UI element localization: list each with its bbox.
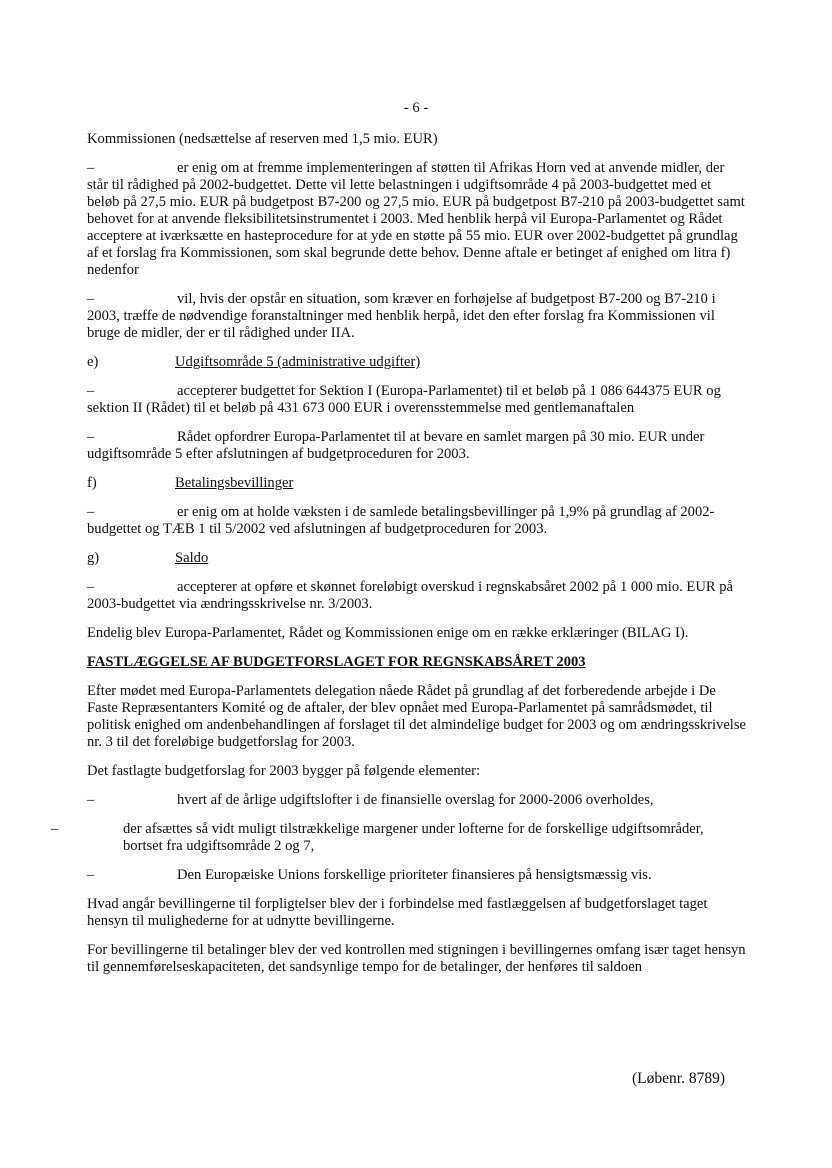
document-reference-number: (Løbenr. 8789) — [632, 1070, 725, 1087]
section-letter: e) — [87, 354, 99, 370]
section-heading: FASTLÆGGELSE AF BUDGETFORSLAGET FOR REGNSKABSÅRET 2003 — [87, 654, 586, 670]
paragraph-text: udgiftsområde 5 efter afslutningen af budgetproceduren for 2003. — [87, 446, 470, 462]
section-title: Saldo — [175, 550, 209, 566]
paragraph-text: 1 000 mio. EUR på 2003-budgettet via ændringsskrivelse nr. 3/2003. — [87, 579, 734, 612]
paragraph-text: i 2003, træffe de nødvendige foranstaltninger med henblik herpå, idet den efter forslag fra Kommissionen vil bruge de midler, der er til rådighed under IIA. — [87, 291, 716, 341]
dash-marker: – — [87, 291, 95, 307]
paragraph-africa-horn — [87, 160, 747, 279]
paragraph-f — [87, 504, 747, 538]
paragraph-text: der står til rådighed på 2002-budgettet. Dette vil lette belastningen i udgiftsområde 4 på 2003-budgettet med et beløb på 27,5 mio. EUR på budgetpost B7-200 og 27,5 mio. EUR på budgetpost B7-210 på 2003-budgettet samt behovet for at anvende fleksibilitetsinstrumentet i 2003. Med henblik herpå vil Europa-Parlamentet og Rådet acceptere at iværksætte en hasteprocedure for at yde en støtte på 55 mio. EUR over 2002-budgettet på grundlag af et forslag fra Kommissionen, som skal begrunde dette behov. Denne aftale er betinget af enighed om litra f) nedenfor — [87, 160, 745, 278]
dash-marker: – — [87, 867, 95, 883]
paragraph-situation — [87, 291, 747, 342]
paragraph-e2 — [87, 429, 747, 463]
dash-marker: – — [87, 504, 95, 520]
page-number: - 6 - — [403, 100, 429, 116]
list-item-text: der afsættes så vidt muligt tilstrækkelige margener under lofterne for de forskellige udgiftsområder, bortset fra udgiftsområde 2 og 7, — [123, 821, 704, 854]
paragraph-payments: For bevillingerne til betalinger blev der ved kontrollen med stigningen i bevillingernes omfang især taget hensyn til gennemførelseskapaciteten, det sandsynlige tempo for de betalinger, der henføres til saldoen — [87, 942, 746, 975]
document-body — [51, 131, 747, 988]
list-item — [51, 821, 747, 855]
paragraph-text: og sektion II (Rådet) til et beløb på 431 673 000 EUR i overensstemmelse med gentlemanaftalen — [87, 383, 721, 416]
paragraph-text: accepterer budgettet for Sektion I (Europa-Parlamentet) til et beløb på 1 086 644375 EUR — [177, 383, 703, 399]
dash-marker: – — [87, 579, 95, 595]
section-f-heading — [87, 475, 747, 492]
paragraph-text: er enig om at holde væksten i de samlede betalingsbevillinger på 1,9% på grundlag af — [177, 504, 677, 520]
dash-marker: – — [87, 429, 95, 445]
paragraph-elements: Det fastlagte budgetforslag for 2003 bygger på følgende elementer: — [87, 763, 481, 779]
paragraph-meeting: Efter mødet med Europa-Parlamentets delegation nåede Rådet på grundlag af det forberedende arbejde i De Faste Repræsentanters Komité og de aftaler, der blev opnået med Europa-Parlamentet på samrådsmødet, til politisk enighed om andenbehandlingen af forslaget til det almindelige budget for 2003 og om ændringsskrivelse nr. 3 til det foreløbige budgetforslag for 2003. — [87, 683, 747, 750]
dash-marker: – — [51, 821, 59, 837]
list-item — [87, 792, 747, 809]
section-g-heading — [87, 550, 747, 567]
list-item-text: hvert af de årlige udgiftslofter i de finansielle overslag for 2000-2006 overholdes, — [177, 792, 654, 808]
section-title: Betalingsbevillinger — [175, 475, 294, 491]
dash-marker: – — [87, 383, 95, 399]
section-title: Udgiftsområde 5 (administrative udgifter) — [175, 354, 421, 370]
section-e-heading — [87, 354, 747, 371]
paragraph-text: 2002-budgettet og TÆB 1 til 5/2002 ved afslutningen af budgetproceduren for 2003. — [87, 504, 715, 537]
paragraph-finally: Endelig blev Europa-Parlamentet, Rådet og Kommissionen enige om en række erklæringer (BILAG I). — [87, 625, 689, 641]
dash-marker: – — [87, 160, 95, 176]
paragraph-g — [87, 579, 747, 613]
section-letter: g) — [87, 550, 100, 566]
paragraph-e1 — [87, 383, 747, 417]
list-item — [87, 867, 747, 884]
paragraph-text: er enig om at fremme implementeringen af støtten til Afrikas Horn ved at anvende midler, — [177, 160, 703, 176]
paragraph-commitments: Hvad angår bevillingerne til forpligtelser blev der i forbindelse med fastlæggelsen af budgetforslaget taget hensyn til mulighederne for at udnytte bevillingerne. — [87, 896, 708, 929]
section-letter: f) — [87, 475, 97, 491]
paragraph-text: accepterer at opføre et skønnet foreløbigt overskud i regnskabsåret 2002 på — [177, 579, 617, 595]
paragraph-text: vil, hvis der opstår en situation, som kræver en forhøjelse af budgetpost B7-200 og B7-210 — [177, 291, 708, 307]
paragraph-intro: Kommissionen (nedsættelse af reserven med 1,5 mio. EUR) — [87, 131, 438, 147]
list-item-text: Den Europæiske Unions forskellige prioriteter finansieres på hensigtsmæssig vis. — [177, 867, 652, 883]
dash-marker: – — [87, 792, 95, 808]
paragraph-text: Rådet opfordrer Europa-Parlamentet til at bevare en samlet margen på 30 mio. EUR under — [177, 429, 705, 445]
